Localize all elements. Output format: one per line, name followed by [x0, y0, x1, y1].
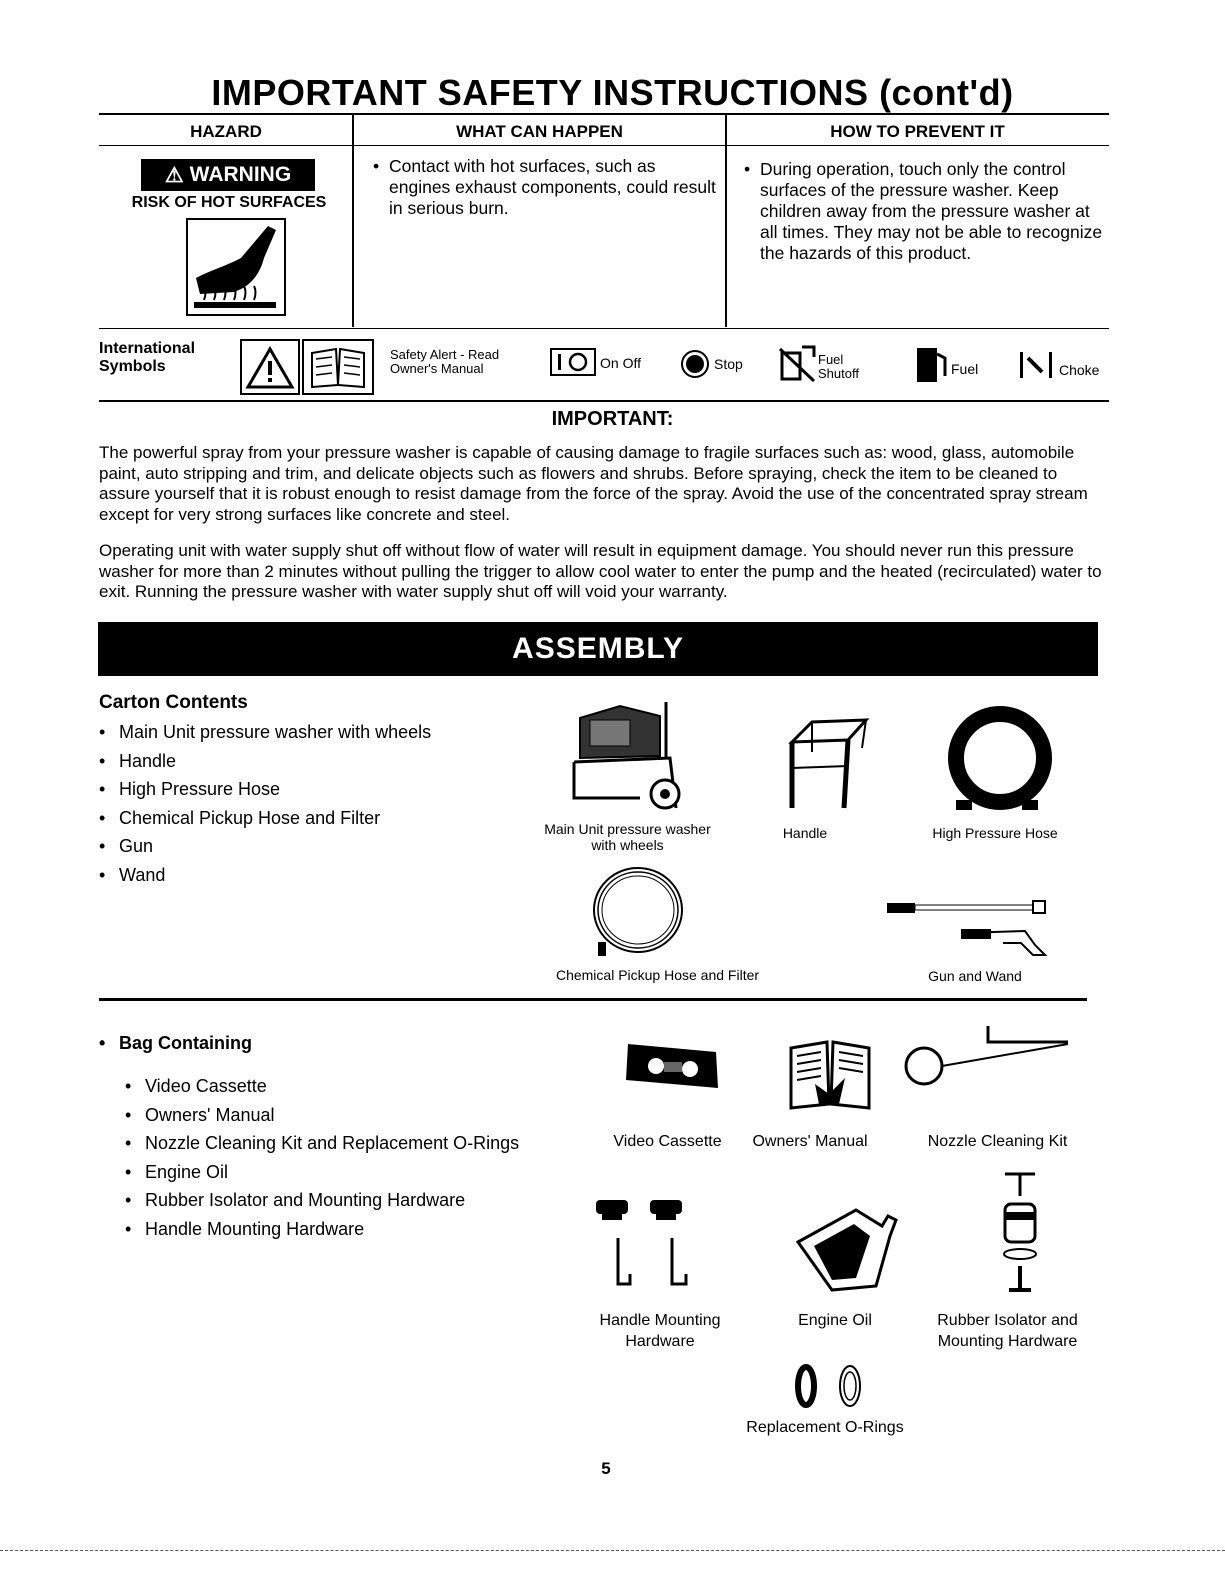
gun-and-wand-illustration: [885, 895, 1055, 957]
list-item: • Wand: [99, 861, 499, 890]
handle-mounting-hardware-illustration: [590, 1194, 710, 1294]
choke-icon: [1018, 350, 1054, 380]
title-rule: [99, 113, 1109, 115]
manual-caption: Owners' Manual: [752, 1133, 868, 1150]
engine-oil-illustration: [792, 1202, 902, 1294]
header-hazard: HAZARD: [190, 122, 262, 141]
international-symbols-heading: [99, 340, 195, 376]
main-unit-illustration: [560, 698, 690, 818]
on-off-icon: [550, 348, 596, 376]
warning-triangle-icon: ⚠: [164, 163, 184, 187]
rubber-isolator-line2: Mounting Hardware: [937, 1333, 1078, 1350]
carton-contents-list: [99, 718, 499, 889]
symbols-bottom-rule: [99, 400, 1109, 402]
bag-contents-list: [125, 1072, 585, 1243]
col-divider-1: [352, 115, 354, 327]
important-heading: IMPORTANT:: [551, 408, 674, 430]
header-how-to-prevent: HOW TO PREVENT IT: [830, 122, 1005, 141]
handle-illustration: [782, 712, 872, 812]
list-item: • Chemical Pickup Hose and Filter: [99, 804, 499, 833]
safety-alert-line1: Safety Alert - Read: [390, 347, 500, 362]
list-item: • Handle Mounting Hardware: [125, 1215, 585, 1244]
handle-hardware-line1: Handle Mounting: [599, 1312, 721, 1329]
hot-surface-icon: [186, 218, 286, 316]
intl-heading-line1: International: [99, 340, 196, 357]
choke-label: Choke: [1059, 362, 1100, 378]
rubber-isolator-caption: [915, 1310, 1100, 1352]
list-item: • Handle: [99, 747, 499, 776]
video-caption: Video Cassette: [613, 1133, 722, 1150]
video-cassette-illustration: [620, 1036, 726, 1094]
fuel-shutoff-icon: [778, 343, 818, 383]
safety-alert-label: [390, 348, 499, 376]
list-item: • Nozzle Cleaning Kit and Replacement O-Rings: [125, 1129, 585, 1158]
what-can-happen-text: [371, 156, 716, 219]
rubber-isolator-line1: Rubber Isolator and: [937, 1312, 1078, 1329]
bag-heading-list: [99, 1029, 499, 1058]
rubber-isolator-illustration: [995, 1170, 1045, 1296]
list-item: • High Pressure Hose: [99, 775, 499, 804]
chemical-hose-illustration: [588, 864, 688, 960]
fuel-icon: [915, 344, 949, 384]
carton-contents-heading: Carton Contents: [99, 692, 248, 713]
col-divider-2: [725, 115, 727, 327]
intl-heading-line2: Symbols: [99, 358, 166, 375]
list-item: • Main Unit pressure washer with wheels: [99, 718, 499, 747]
fuel-shutoff-label: [818, 353, 859, 381]
table-bottom-rule: [99, 328, 1109, 329]
o-rings-illustration: [790, 1362, 880, 1410]
gun-wand-caption: Gun and Wand: [928, 968, 1022, 984]
important-paragraph-1: The powerful spray from your pressure washer is capable of causing damage to fragile surfaces such as: wood, glass, automobile paint, auto stripping and trim, and delicate objects such as flowers and shrubs. Before spraying, check the item to be cleaned to assure yourself that it is robust enough to resist damage from the force of the spray. Avoid the use of the concentrated spray stream except for very strong surfaces like concrete and steel.: [99, 443, 1088, 524]
list-item: • Gun: [99, 832, 499, 861]
handle-caption: Handle: [782, 825, 828, 841]
handle-hardware-line2: Hardware: [625, 1333, 695, 1350]
main-unit-caption-line2: with wheels: [591, 837, 664, 853]
page-title: IMPORTANT SAFETY INSTRUCTIONS (cont'd): [211, 72, 1014, 113]
engine-oil-caption: Engine Oil: [798, 1312, 872, 1329]
warning-badge: [141, 159, 315, 191]
fuel-label: Fuel: [951, 361, 979, 377]
hp-hose-caption: High Pressure Hose: [932, 825, 1058, 841]
owners-manual-illustration: [785, 1034, 875, 1112]
list-item: • Rubber Isolator and Mounting Hardware: [125, 1186, 585, 1215]
fuel-shutoff-line2: Shutoff: [818, 366, 859, 381]
nozzle-caption: Nozzle Cleaning Kit: [927, 1133, 1068, 1150]
main-unit-caption-line1: Main Unit pressure washer: [544, 821, 711, 837]
important-paragraph-2: Operating unit with water supply shut off without flow of water will result in equipment damage. You should never run this pressure washer for more than 2 minutes without pulling the trigger to allow cool water to enter the pump and the heated (recirculated) water to exit. Running the pressure washer with water supply shut off will void your warranty.: [99, 541, 1102, 601]
list-item: • Owners' Manual: [125, 1101, 585, 1130]
handle-hardware-caption: [585, 1310, 735, 1352]
list-item: • Video Cassette: [125, 1072, 585, 1101]
warning-label: WARNING: [189, 163, 292, 186]
list-item: • Engine Oil: [125, 1158, 585, 1187]
fuel-shutoff-line1: Fuel: [818, 352, 844, 367]
main-unit-caption: [510, 821, 745, 853]
stop-label: Stop: [714, 356, 743, 372]
what-can-happen-item: • Contact with hot surfaces, such as engines exhaust components, could result in serious burn.: [371, 156, 716, 219]
stop-icon: [680, 349, 710, 379]
safety-alert-icon: [240, 339, 300, 395]
o-rings-caption: Replacement O-Rings: [746, 1419, 904, 1436]
page-number: 5: [601, 1459, 611, 1478]
high-pressure-hose-illustration: [940, 706, 1060, 816]
assembly-banner: ASSEMBLY: [98, 622, 1098, 676]
header-rule: [99, 145, 1109, 146]
risk-label: RISK OF HOT SURFACES: [131, 194, 327, 211]
owners-manual-icon: [302, 339, 374, 395]
how-to-prevent-text: [742, 159, 1112, 264]
how-to-prevent-item: • During operation, touch only the control surfaces of the pressure washer. Keep children away from the pressure washer at all times. They may not be able to recognize the hazards of this product.: [742, 159, 1112, 264]
nozzle-cleaning-kit-illustration: [900, 1022, 1075, 1088]
bag-heading: • Bag Containing: [99, 1029, 499, 1058]
on-off-label: On Off: [600, 355, 641, 371]
safety-alert-line2: Owner's Manual: [390, 361, 484, 376]
chem-hose-caption: Chemical Pickup Hose and Filter: [555, 967, 760, 983]
carton-bottom-rule: [99, 998, 1087, 1001]
bottom-edge-line: [0, 1550, 1225, 1551]
header-what-can-happen: WHAT CAN HAPPEN: [456, 122, 623, 141]
